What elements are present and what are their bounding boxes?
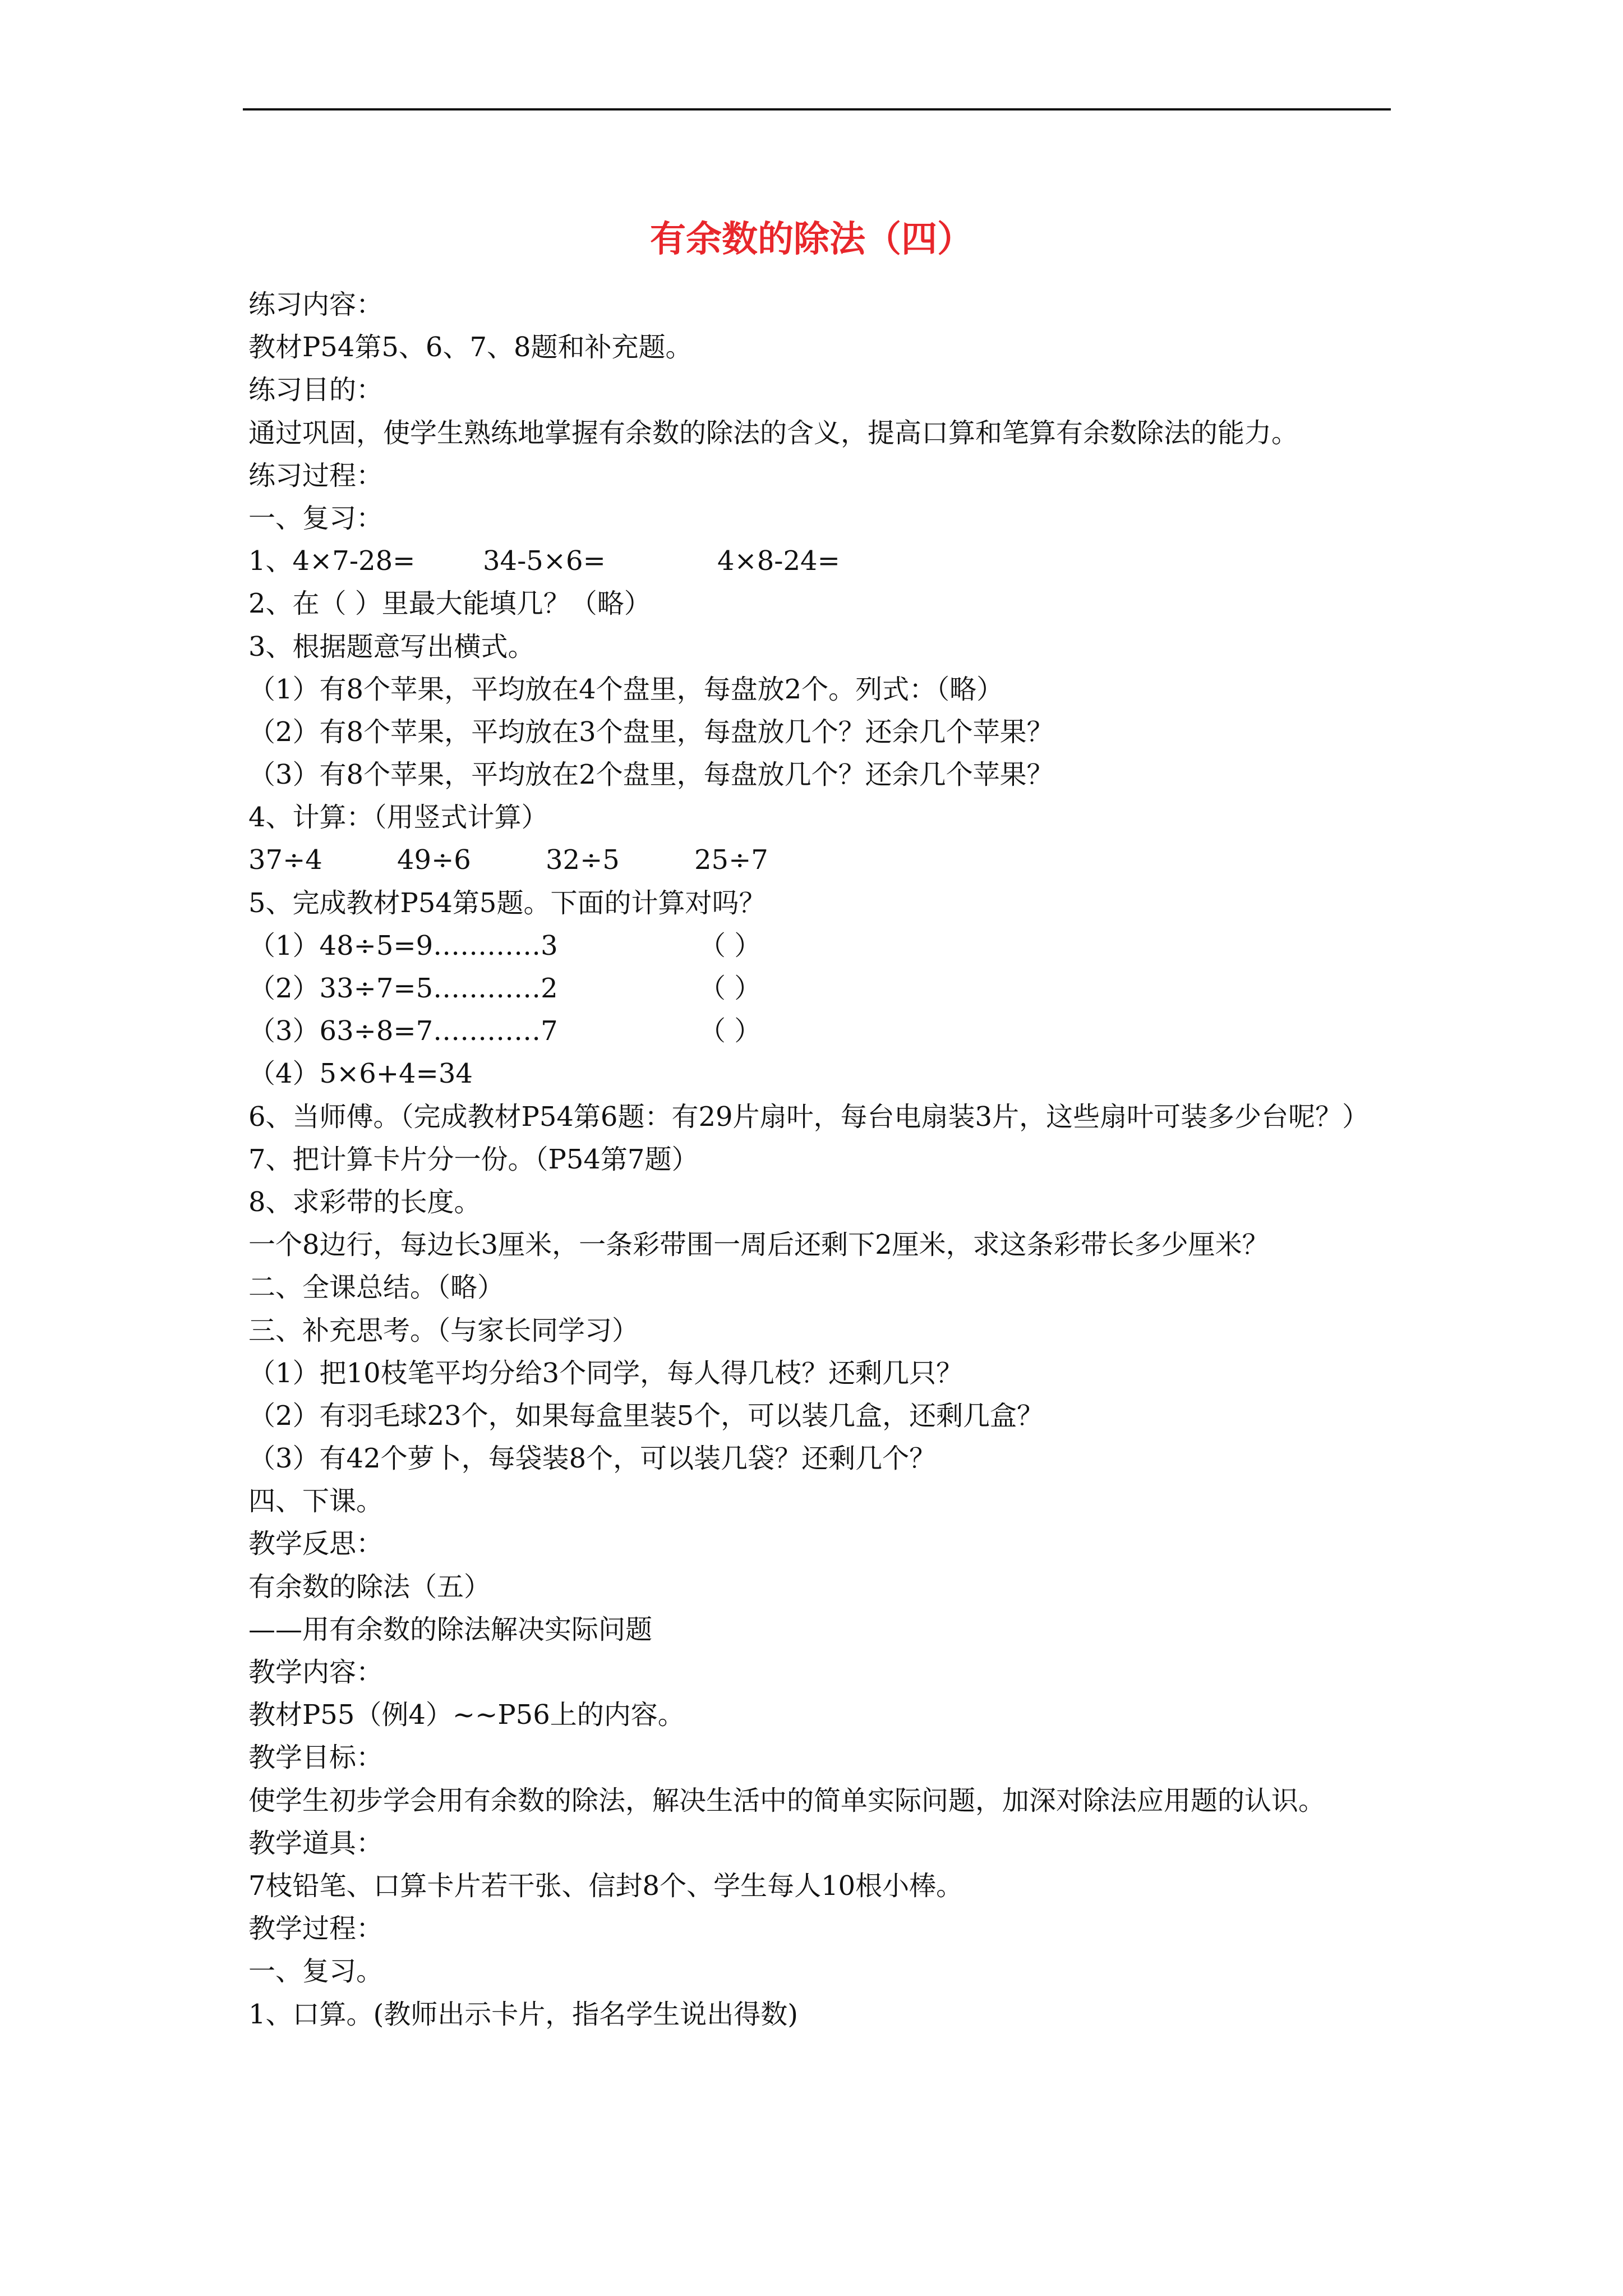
question-8-text: 一个8边行，每边长3厘米，一条彩带围一周后还剩下2厘米，求这条彩带长多少厘米？ (248, 1229, 1269, 1261)
review-q1-item: 4×8-24= (717, 545, 840, 577)
question-5-4: （4）5×6+4=34 (248, 1058, 473, 1090)
check-row (248, 924, 1393, 967)
section-label-practice-content: 练习内容： (248, 289, 384, 320)
check-blank: （ ） (699, 973, 762, 1004)
heading-summary: 二、全课总结。（略） (248, 1272, 505, 1304)
review-q1-item: 1、4×7-28= (248, 545, 416, 577)
oral-calc-text: 1、口算。(教师出示卡片，指名学生说出得数) (248, 1998, 798, 2030)
extra-question-2: （2）有羽毛球23个，如果每盒里装5个，可以装几盒，还剩几盒？ (248, 1400, 1044, 1432)
review-question-2: 2、在（ ）里最大能填几？（略） (248, 588, 651, 620)
check-blank: （ ） (699, 1015, 762, 1047)
teaching-goal-text: 使学生初步学会用有余数的除法，解决生活中的简单实际问题，加深对除法应用题的认识。 (248, 1784, 1326, 1816)
question-6: 6、当师傅。（完成教材P54第6题：有29片扇叶，每台电扇装3片，这些扇叶可装多少台呢？） (248, 1101, 1370, 1133)
extra-question-1: （1）把10枝笔平均分给3个同学，每人得几枝？还剩几只？ (248, 1357, 963, 1389)
review-question-3: 3、根据题意写出横式。 (248, 631, 535, 662)
header-rule (243, 108, 1391, 111)
review-q1-item: 34-5×6= (483, 545, 606, 577)
extra-question-3: （3）有42个萝卜，每袋装8个，可以装几袋？还剩几个？ (248, 1443, 937, 1475)
review-question-3-3: （3）有8个苹果，平均放在2个盘里，每盘放几个？还余几个苹果？ (248, 759, 1054, 791)
calc-item: 25÷7 (694, 844, 768, 876)
section-label-teaching-process: 教学过程： (248, 1913, 384, 1945)
calc-item: 32÷5 (546, 844, 620, 876)
practice-content-text: 教材P54第5、6、7、8题和补充题。 (248, 332, 693, 364)
section-label-reflection: 教学反思： (248, 1528, 384, 1560)
calc-item: 49÷6 (397, 844, 471, 876)
heading-class-end: 四、下课。 (248, 1485, 384, 1517)
check-row (248, 967, 1393, 1010)
heading-extra-thinking: 三、补充思考。（与家长同学习） (248, 1314, 639, 1346)
review-question-3-1: （1）有8个苹果，平均放在4个盘里，每盘放2个。列式：（略） (248, 673, 1004, 705)
lesson-5-title: 有余数的除法（五） (248, 1571, 491, 1603)
check-expression: （1）48÷5=9…………3 (248, 930, 558, 961)
lesson-5-subtitle: ——用有余数的除法解决实际问题 (248, 1613, 653, 1645)
practice-goal-text: 通过巩固，使学生熟练地掌握有余数的除法的含义，提高口算和笔算有余数除法的能力。 (248, 417, 1299, 449)
check-blank: （ ） (699, 930, 762, 961)
question-8: 8、求彩带的长度。 (248, 1186, 481, 1218)
document-body (248, 283, 1393, 2036)
question-5: 5、完成教材P54第5题。下面的计算对吗？ (248, 887, 766, 919)
check-row (248, 1010, 1393, 1052)
check-expression: （2）33÷7=5…………2 (248, 973, 558, 1004)
teaching-content-text: 教材P55（例4）~~P56上的内容。 (248, 1699, 685, 1731)
calc-item: 37÷4 (248, 844, 322, 876)
section-label-teaching-content: 教学内容： (248, 1657, 384, 1688)
section-label-practice-goal: 练习目的： (248, 374, 384, 406)
review-question-3-2: （2）有8个苹果，平均放在3个盘里，每盘放几个？还余几个苹果？ (248, 716, 1054, 748)
question-7: 7、把计算卡片分一份。（P54第7题） (248, 1143, 699, 1175)
calc-items-row (248, 839, 1393, 881)
teaching-tools-text: 7枝铅笔、口算卡片若干张、信封8个、学生每人10根小棒。 (248, 1870, 963, 1902)
check-expression: （3）63÷8=7…………7 (248, 1015, 558, 1047)
section-label-practice-process: 练习过程： (248, 459, 384, 491)
heading-review-2: 一、复习。 (248, 1955, 384, 1987)
review-question-4: 4、计算：（用竖式计算） (248, 802, 548, 834)
review-question-1 (248, 540, 1393, 582)
heading-review: 一、复习： (248, 502, 384, 534)
document-title: 有余数的除法（四） (650, 218, 973, 260)
section-label-teaching-goal: 教学目标： (248, 1742, 384, 1774)
section-label-teaching-tools: 教学道具： (248, 1827, 384, 1859)
